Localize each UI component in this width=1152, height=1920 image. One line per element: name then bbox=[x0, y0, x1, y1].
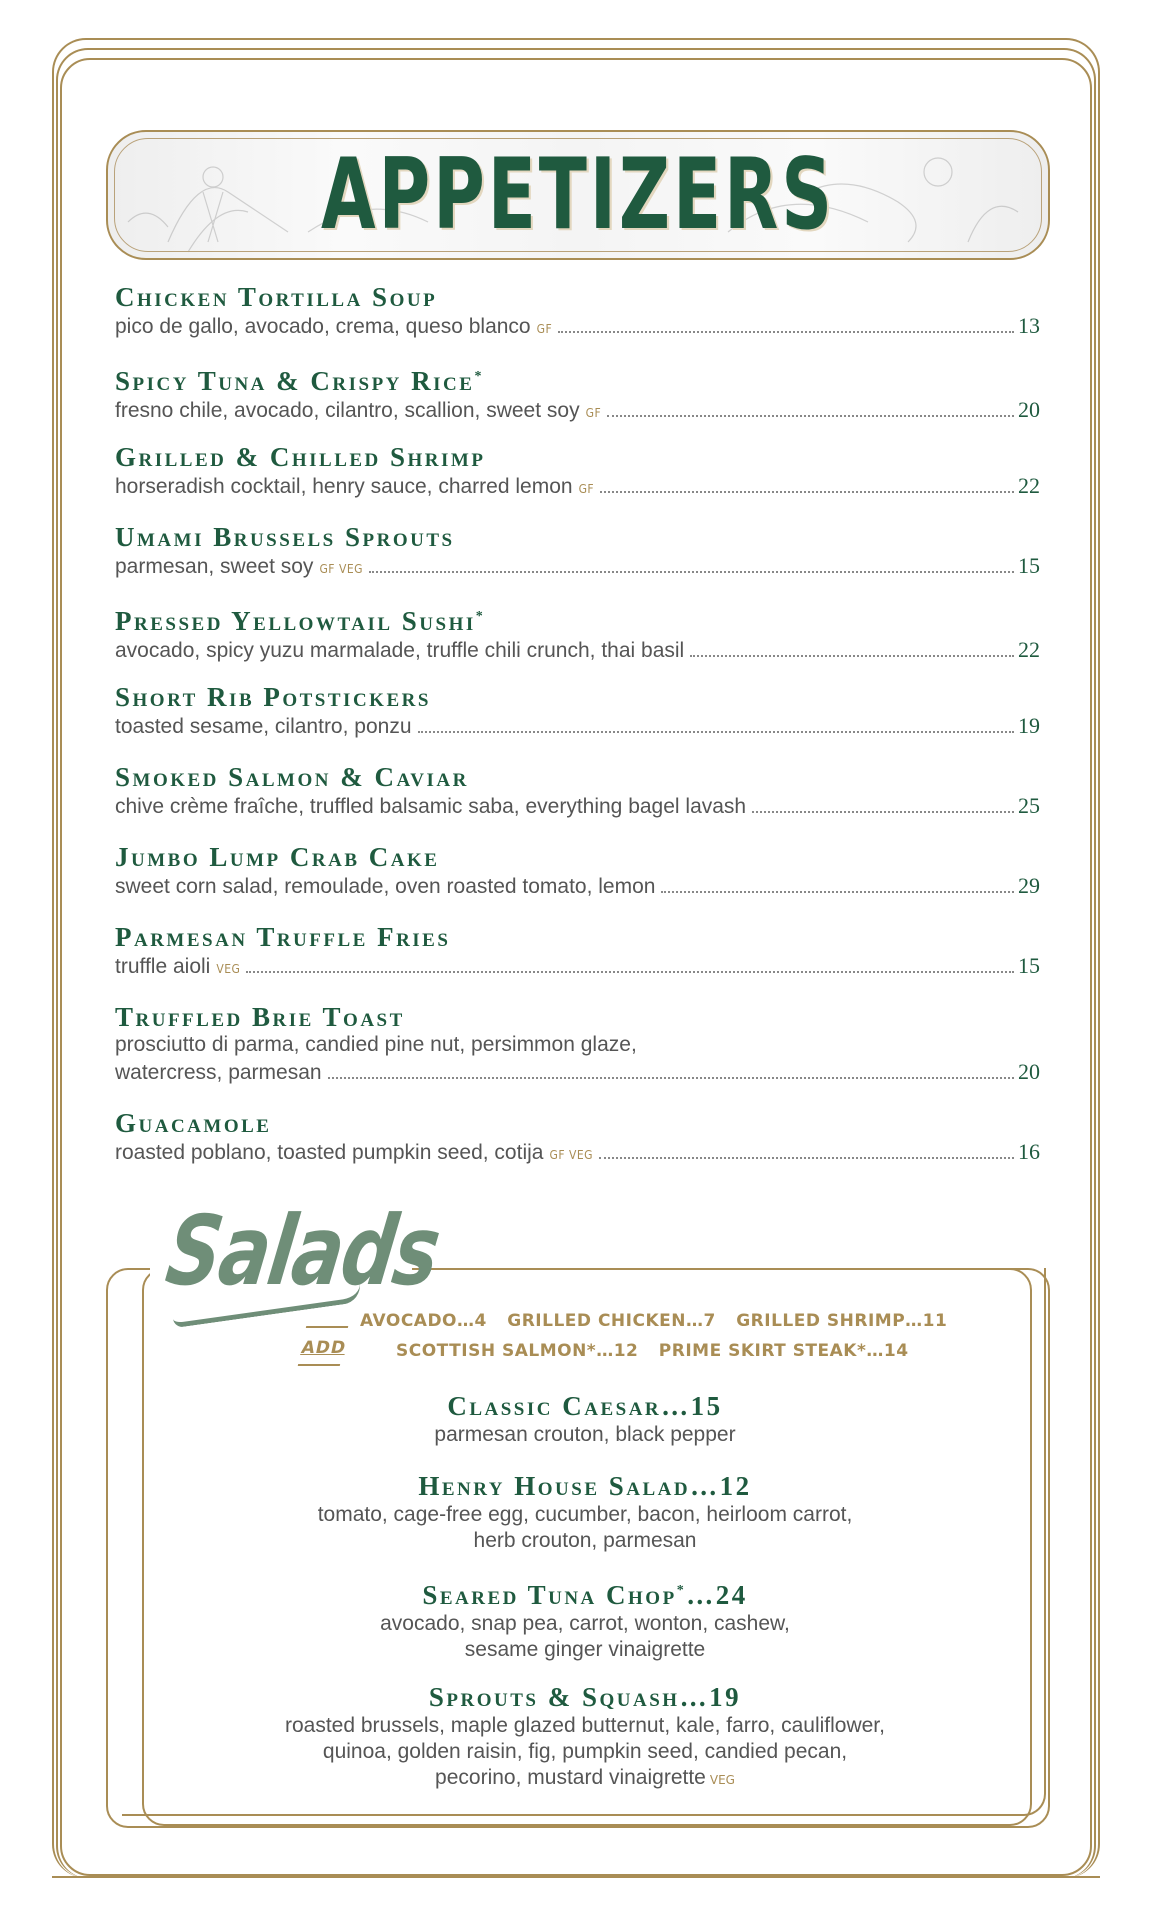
item-name: Chicken Tortilla Soup bbox=[115, 282, 438, 312]
dot-leader bbox=[558, 331, 1014, 333]
menu-item bbox=[115, 602, 1040, 665]
dot-leader bbox=[661, 891, 1014, 893]
menu-item bbox=[115, 762, 1040, 821]
item-name: Parmesan Truffle Fries bbox=[115, 922, 451, 952]
dietary-tags: VEG bbox=[216, 962, 241, 976]
item-price: 20 bbox=[1018, 1059, 1040, 1084]
menu-item bbox=[115, 842, 1040, 901]
item-description: horseradish cocktail, henry sauce, charred lemon bbox=[115, 475, 573, 498]
item-price: 19 bbox=[1018, 713, 1040, 738]
item-name: Grilled & Chilled Shrimp bbox=[115, 442, 486, 472]
item-price: 16 bbox=[1018, 1139, 1040, 1164]
item-line bbox=[115, 312, 1040, 343]
item-line bbox=[115, 792, 1040, 821]
dot-leader bbox=[690, 655, 1014, 657]
dot-leader bbox=[369, 571, 1014, 573]
dietary-tags: VEG bbox=[709, 1773, 735, 1787]
dot-leader bbox=[607, 415, 1014, 417]
add-on-item: GRILLED SHRIMP…11 bbox=[736, 1311, 948, 1331]
raw-warning-star: * bbox=[676, 1583, 687, 1598]
menu-item bbox=[115, 362, 1040, 427]
item-description: chive crème fraîche, truffled balsamic saba, everything bagel lavash bbox=[115, 795, 747, 818]
salad-description: sesame ginger vinaigrette bbox=[464, 1638, 706, 1661]
item-price: 15 bbox=[1018, 553, 1040, 578]
menu-item bbox=[115, 1002, 1040, 1087]
add-on-item: AVOCADO…4 bbox=[360, 1311, 487, 1331]
item-description: toasted sesame, cilantro, ponzu bbox=[115, 715, 412, 738]
menu-item bbox=[115, 522, 1040, 583]
item-line bbox=[115, 636, 1040, 665]
item-name: Short Rib Potstickers bbox=[115, 682, 431, 712]
item-line bbox=[115, 872, 1040, 901]
add-on-item: SCOTTISH SALMON*…12 bbox=[396, 1341, 639, 1361]
add-ons-row-1 bbox=[360, 1308, 960, 1334]
salad-price: 19 bbox=[709, 1682, 742, 1712]
salad-price: 12 bbox=[719, 1471, 752, 1501]
item-line bbox=[115, 472, 1040, 503]
salad-description: pecorino, mustard vinaigrette VEG bbox=[435, 1766, 735, 1789]
salad-item bbox=[142, 1390, 1028, 1448]
appetizers-banner bbox=[106, 130, 1050, 260]
menu-item bbox=[115, 922, 1040, 983]
item-price: 20 bbox=[1018, 397, 1040, 422]
salad-description: herb crouton, parmesan bbox=[473, 1529, 697, 1552]
dot-leader bbox=[599, 1157, 1014, 1159]
salad-item bbox=[142, 1681, 1028, 1793]
item-description: roasted poblano, toasted pumpkin seed, cotija bbox=[115, 1141, 544, 1164]
item-name: Umami Brussels Sprouts bbox=[115, 522, 455, 552]
item-line bbox=[115, 1058, 1040, 1087]
salad-name: Seared Tuna Chop*…24 bbox=[422, 1580, 748, 1610]
add-badge: ADD bbox=[298, 1326, 349, 1366]
item-description: watercress, parmesan bbox=[115, 1061, 322, 1084]
salad-description: quinoa, golden raisin, fig, pumpkin seed, candied pecan, bbox=[322, 1740, 848, 1763]
salad-name: Sprouts & Squash…19 bbox=[428, 1682, 742, 1712]
menu-item bbox=[115, 1108, 1040, 1169]
dot-leader bbox=[752, 811, 1014, 813]
item-price: 15 bbox=[1018, 953, 1040, 978]
dietary-tags: GF bbox=[585, 406, 602, 420]
frame-base-line bbox=[52, 1876, 1100, 1878]
salad-description: tomato, cage-free egg, cucumber, bacon, heirloom carrot, bbox=[317, 1503, 853, 1526]
add-on-item: GRILLED CHICKEN…7 bbox=[507, 1311, 716, 1331]
salad-name: Classic Caesar…15 bbox=[447, 1391, 723, 1421]
item-line bbox=[115, 712, 1040, 741]
item-description: pico de gallo, avocado, crema, queso blanco bbox=[115, 315, 531, 338]
item-name: Truffled Brie Toast bbox=[115, 1002, 405, 1032]
salad-description: roasted brussels, maple glazed butternut, kale, farro, cauliflower, bbox=[285, 1714, 885, 1737]
item-description: truffle aioli bbox=[115, 955, 211, 978]
item-line bbox=[115, 396, 1040, 427]
item-line bbox=[115, 952, 1040, 983]
menu-item bbox=[115, 682, 1040, 741]
dot-leader bbox=[246, 971, 1014, 973]
item-price: 13 bbox=[1018, 313, 1040, 338]
salad-description: avocado, snap pea, carrot, wonton, cashew, bbox=[380, 1612, 790, 1635]
item-line bbox=[115, 1138, 1040, 1169]
dietary-tags: GF VEG bbox=[319, 562, 364, 576]
dietary-tags: GF VEG bbox=[549, 1148, 594, 1162]
item-name: Guacamole bbox=[115, 1108, 272, 1138]
salad-name: Henry House Salad…12 bbox=[418, 1471, 752, 1501]
item-price: 22 bbox=[1018, 637, 1040, 662]
add-on-item: PRIME SKIRT STEAK*…14 bbox=[658, 1341, 909, 1361]
item-name: Pressed Yellowtail Sushi* bbox=[115, 606, 486, 636]
dietary-tags: GF bbox=[536, 322, 553, 336]
menu-item bbox=[115, 442, 1040, 503]
dot-leader bbox=[328, 1077, 1014, 1079]
dietary-tags: GF bbox=[578, 482, 595, 496]
item-description: prosciutto di parma, candied pine nut, persimmon glaze, bbox=[115, 1033, 637, 1056]
salad-description: parmesan crouton, black pepper bbox=[434, 1423, 736, 1446]
item-description: fresno chile, avocado, cilantro, scallion, sweet soy bbox=[115, 399, 580, 422]
page-title: APPETIZERS bbox=[321, 138, 835, 252]
salad-price: 15 bbox=[690, 1391, 723, 1421]
item-name: Smoked Salmon & Caviar bbox=[115, 762, 469, 792]
raw-warning-star: * bbox=[475, 609, 486, 624]
raw-warning-star: * bbox=[474, 369, 484, 384]
salad-price: 24 bbox=[715, 1580, 748, 1610]
item-line bbox=[115, 552, 1040, 583]
add-ons-row-2 bbox=[396, 1338, 996, 1364]
item-description: sweet corn salad, remoulade, oven roasted tomato, lemon bbox=[115, 875, 656, 898]
salads-title: Salads bbox=[160, 1195, 446, 1307]
item-name: Spicy Tuna & Crispy Rice* bbox=[115, 366, 484, 396]
item-price: 22 bbox=[1018, 473, 1040, 498]
dot-leader bbox=[418, 731, 1014, 733]
item-description: avocado, spicy yuzu marmalade, truffle chili crunch, thai basil bbox=[115, 639, 685, 662]
salad-item bbox=[142, 1575, 1028, 1663]
item-description: parmesan, sweet soy bbox=[115, 555, 314, 578]
dot-leader bbox=[600, 491, 1014, 493]
item-price: 25 bbox=[1018, 793, 1040, 818]
menu-item bbox=[115, 282, 1040, 343]
item-name: Jumbo Lump Crab Cake bbox=[115, 842, 440, 872]
item-price: 29 bbox=[1018, 873, 1040, 898]
salad-item bbox=[142, 1470, 1028, 1554]
